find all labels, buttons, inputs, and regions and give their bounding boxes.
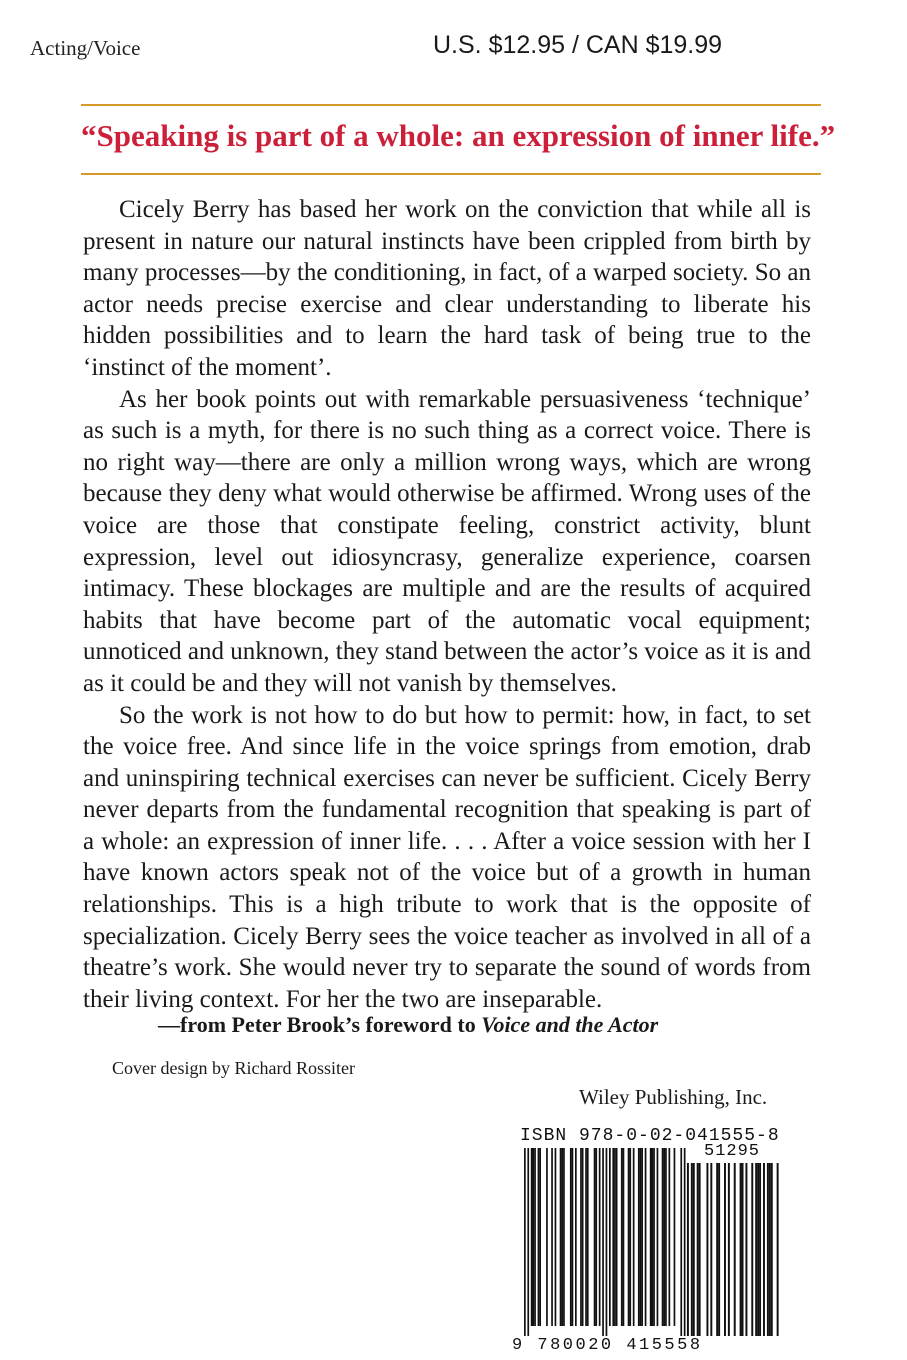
barcode-bar — [594, 1148, 596, 1326]
barcode-bar — [563, 1148, 565, 1326]
barcode-bar — [621, 1148, 623, 1326]
barcode-bar — [534, 1148, 536, 1326]
barcode-bar — [641, 1148, 643, 1326]
isbn-label: ISBN 978-0-02-041555-8 — [520, 1126, 780, 1146]
barcode-bar — [771, 1163, 773, 1336]
barcode-bar — [561, 1148, 563, 1326]
barcode-bar — [606, 1148, 608, 1336]
barcode-bar — [595, 1148, 597, 1326]
barcode-bar — [527, 1148, 529, 1336]
publisher-name: Wiley Publishing, Inc. — [579, 1085, 768, 1109]
barcode-bar — [657, 1148, 659, 1326]
barcode-bar — [665, 1148, 667, 1326]
barcode-bar — [623, 1148, 625, 1326]
barcode-bar — [663, 1148, 665, 1326]
barcode-bar — [585, 1148, 587, 1326]
ean-barcode — [524, 1148, 686, 1336]
barcode-bar — [524, 1148, 526, 1336]
barcode-bar — [740, 1163, 742, 1336]
barcode-bar — [693, 1163, 695, 1336]
barcode-bar — [614, 1148, 616, 1326]
barcode-bar — [582, 1148, 584, 1326]
blurb-body — [83, 194, 811, 1015]
category-label: Acting/Voice — [30, 36, 141, 60]
price-label: U.S. $12.95 / CAN $19.99 — [433, 31, 723, 59]
addon-barcode — [685, 1163, 780, 1336]
barcode-bar — [716, 1163, 718, 1336]
barcode-bar — [742, 1163, 744, 1336]
barcode-bar — [763, 1163, 765, 1336]
bottom-divider — [81, 173, 821, 175]
barcode-bar — [769, 1163, 771, 1336]
barcode-bar — [560, 1148, 562, 1326]
barcode-bar — [575, 1148, 577, 1326]
barcode-bar — [691, 1163, 693, 1336]
barcode-bar — [645, 1148, 647, 1326]
barcode-bar — [539, 1148, 541, 1326]
barcode-bar — [612, 1148, 614, 1326]
barcode-bar — [633, 1148, 635, 1326]
barcode-bar — [653, 1148, 655, 1326]
barcode-bar — [570, 1148, 572, 1326]
barcode-bar — [546, 1148, 548, 1326]
barcode-bar — [728, 1163, 730, 1336]
barcode-bar — [674, 1148, 676, 1326]
barcode-bar — [538, 1148, 540, 1326]
barcode-bar — [628, 1148, 630, 1326]
barcode-bar — [724, 1163, 726, 1336]
barcode-bar — [629, 1148, 631, 1326]
book-title: Voice and the Actor — [481, 1012, 659, 1037]
barcode-bar — [767, 1163, 769, 1336]
top-divider — [81, 104, 821, 106]
barcode-bar — [616, 1148, 618, 1326]
barcode-bar — [710, 1163, 712, 1336]
barcode-bar — [551, 1148, 553, 1326]
barcode-bar — [718, 1163, 720, 1336]
barcode-bar — [640, 1148, 642, 1326]
barcode-bar — [706, 1163, 708, 1336]
barcode-bar — [734, 1163, 736, 1336]
barcode-bar — [638, 1148, 640, 1326]
addon-digits: 51295 — [704, 1142, 761, 1161]
barcode-bar — [680, 1148, 682, 1336]
barcode-bar — [699, 1163, 701, 1336]
attribution — [158, 1012, 658, 1038]
barcode-bar — [652, 1148, 654, 1326]
barcode-bar — [687, 1163, 689, 1336]
barcode-bar — [669, 1148, 671, 1326]
pull-quote: “Speaking is part of a whole: an expression of inner life.” — [81, 118, 836, 153]
barcode-bar — [531, 1148, 533, 1326]
barcode-bar — [751, 1163, 753, 1336]
blurb-paragraph: So the work is not how to do but how to permit: how, in fact, to set the voice free. And since life in the voice springs from emotion, drab and uninspiring technical exercises can never be sufficient. Cicely Berry never departs from the fundamental recognition that speaking is part of a whole: an expression of inner life. . . . After a voice session with her I have known actors speak not of the voice but of a growth in human relationships. This is a high tribute to work that is the opposite of specialization. Cicely Berry sees the voice teacher as involved in all of a theatre’s work. She would never try to separate the sound of words from their living context. For her the two are inseparable. — [83, 701, 811, 1013]
barcode-bar — [580, 1148, 582, 1326]
attribution-prefix: —from Peter Brook’s foreword to — [158, 1012, 482, 1037]
barcode-bar — [757, 1163, 759, 1336]
barcode-bar — [650, 1148, 652, 1326]
blurb-paragraph: As her book points out with remarkable persuasiveness ‘technique’ as such is a myth, for there is no such thing as a correct voice. There is no right way—there are only a million wrong ways, which are wrong because they deny what would otherwise be affirmed. Wrong uses of the voice are those that constipate feeling, constrict activity, blunt expression, level out idiosyncrasy, generalize experience, coarsen intimacy. These blockages are multiple and are the results of acquired habits that have become part of the automatic vocal equipment; unnoticed and unknown, they stand between the actor’s voice as it is and as it could be and they will not vanish by themselves. — [83, 385, 811, 697]
barcode-bar — [759, 1163, 761, 1336]
barcode-bar — [602, 1148, 604, 1336]
barcode-bar — [599, 1148, 601, 1326]
barcode-bar — [572, 1148, 574, 1326]
barcode-bar — [745, 1163, 747, 1336]
cover-credit: Cover design by Richard Rossiter — [112, 1058, 355, 1078]
barcode-bar — [697, 1163, 699, 1336]
barcode-bar — [587, 1148, 589, 1326]
blurb-paragraph: Cicely Berry has based her work on the conviction that while all is present in nature our natural instincts have been crippled from birth by many processes—by the conditioning, in fact, of a warped society. So an actor needs precise exercise and clear understanding to liberate his hidden possibilities and to learn the hard task of being true to the ‘instinct of the moment’. — [83, 196, 811, 381]
barcode-bar — [609, 1148, 611, 1326]
barcode-bar — [777, 1163, 779, 1336]
barcode-bar — [555, 1148, 557, 1326]
barcode-bar — [755, 1163, 757, 1336]
barcode-bar — [662, 1148, 664, 1326]
barcode-bar — [533, 1148, 535, 1326]
barcode-digits: 9 780020 415558 — [512, 1336, 703, 1355]
